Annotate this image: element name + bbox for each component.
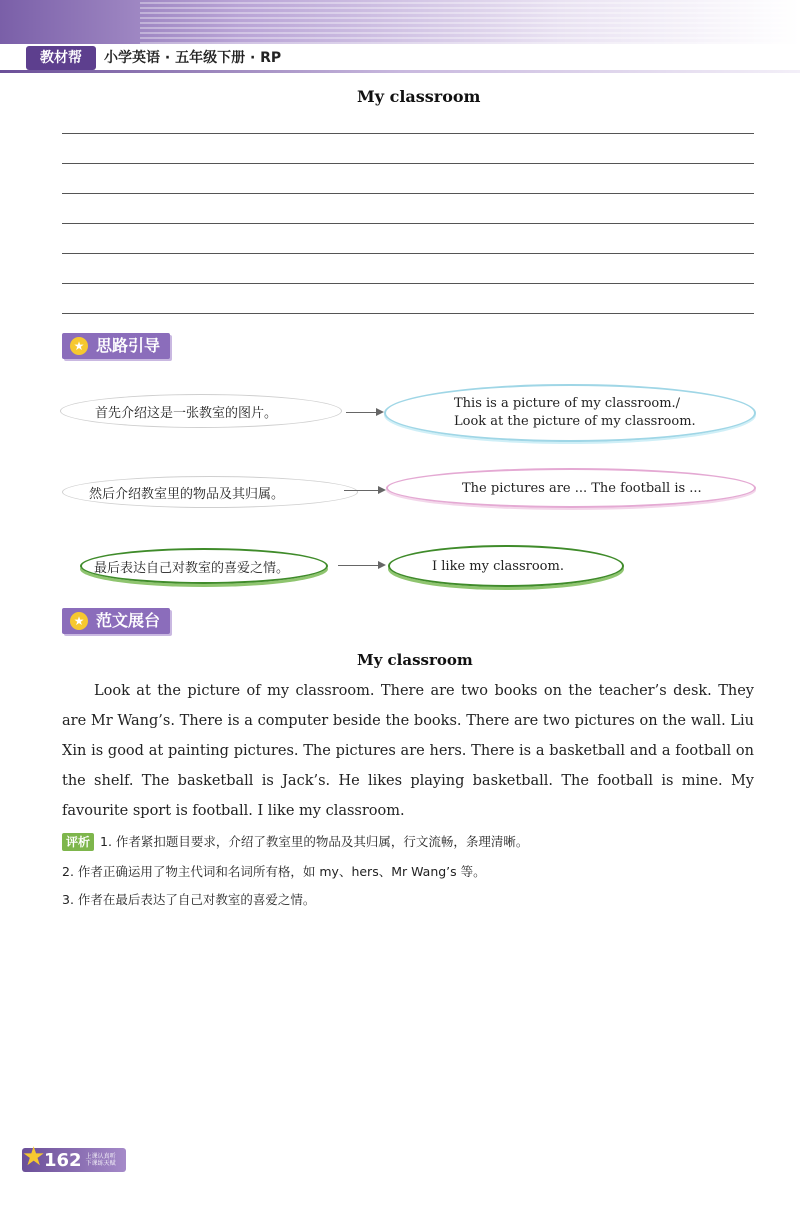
evaluation-text: 1. 作者紧扣题目要求，介绍了教室里的物品及其归属，行文流畅，条理清晰。 — [100, 834, 529, 849]
guide-tip-text: 然后介绍教室里的物品及其归属。 — [89, 486, 285, 502]
guide-tip-text: 首先介绍这是一张教室的图片。 — [95, 405, 278, 421]
section-label-text: 范文展台 — [96, 611, 161, 630]
guide-tip-oval — [80, 548, 328, 584]
arrow-icon — [338, 565, 384, 566]
arrow-icon — [344, 490, 384, 491]
guide-sentence-line: I like my classroom. — [432, 558, 564, 574]
evaluation-point: 2. 作者正确运用了物主代词和名词所有格，如 my、hers、Mr Wang’s 等。 — [62, 864, 486, 879]
header-divider — [0, 70, 800, 73]
writing-line — [62, 133, 754, 134]
arrow-icon — [346, 412, 382, 413]
book-title: 小学英语 · 五年级下册 · RP — [104, 50, 282, 66]
star-icon: ★ — [70, 612, 88, 630]
writing-line — [62, 283, 754, 284]
guide-sentence-oval — [388, 545, 624, 587]
sample-essay: Look at the picture of my classroom. There are two books on the teacher’s desk. They are Mr Wang’s. There is a computer beside the books. There are two pictures on the wall. Liu Xin is good at painting pictures. The pictures are hers. There is a basketball and a football on the shelf. The basketball is Jack’s. He likes playing basketball. The football is mine. My favourite sport is football. I like my classroom. — [62, 683, 754, 819]
guide-tip-text: 最后表达自己对教室的喜爱之情。 — [94, 560, 290, 576]
section-label-sample — [62, 608, 170, 634]
guide-sentence-line: This is a picture of my classroom./ — [454, 396, 681, 411]
guide-tip-oval — [62, 476, 358, 508]
section-label-text: 思路引导 — [96, 336, 161, 355]
writing-task-title: My classroom — [357, 87, 481, 106]
brand-badge: 教材帮 — [26, 46, 96, 70]
guide-tip-oval — [60, 394, 342, 428]
footer-motto-line: 下课练天赋 — [85, 1160, 116, 1167]
writing-line — [62, 313, 754, 314]
guide-sentence-oval — [384, 384, 756, 442]
page-footer — [22, 1142, 126, 1172]
header-band — [0, 0, 800, 44]
evaluation-point — [62, 832, 762, 852]
page-number: 162 — [44, 1149, 82, 1171]
writing-line — [62, 163, 754, 164]
writing-line — [62, 253, 754, 254]
star-icon: ★ — [22, 1142, 46, 1172]
star-icon: ★ — [70, 337, 88, 355]
evaluation-label: 评析 — [62, 833, 94, 851]
guide-sentence-line: Look at the picture of my classroom. — [454, 414, 696, 429]
sample-title: My classroom — [357, 651, 473, 669]
guide-sentence-line: The pictures are ... The football is ... — [462, 480, 702, 496]
writing-line — [62, 223, 754, 224]
footer-motto-line: 上课认真听 — [85, 1153, 116, 1160]
evaluation-point: 3. 作者在最后表达了自己对教室的喜爱之情。 — [62, 892, 316, 907]
section-label-guide — [62, 333, 170, 359]
writing-line — [62, 193, 754, 194]
guide-sentence-oval — [386, 468, 756, 508]
footer-motto — [86, 1153, 120, 1167]
